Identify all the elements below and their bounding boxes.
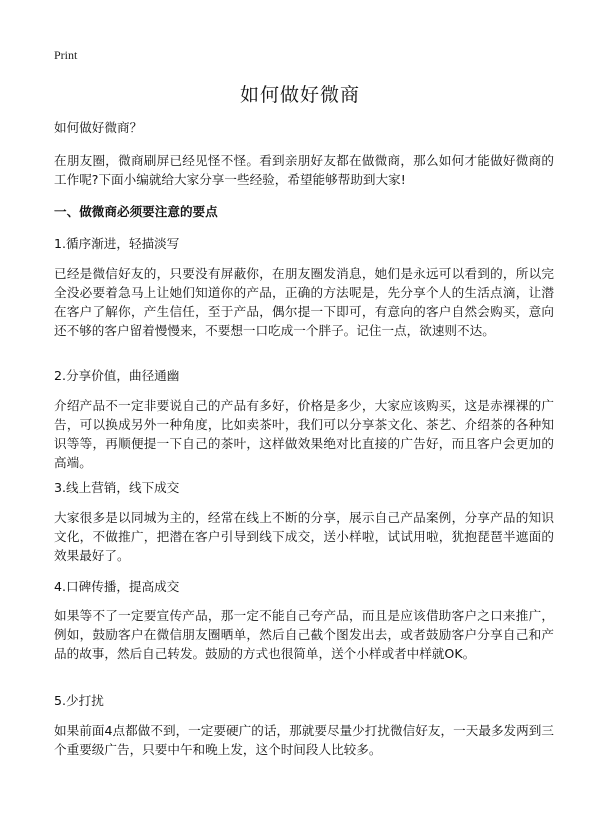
intro-paragraph: 在朋友圈，微商刷屏已经见怪不怪。看到亲朋好友都在做微商，那么如何才能做好微商的工作呢?下面小编就给大家分享一些经验，希望能够帮助到大家! xyxy=(54,153,554,187)
point-1-heading: 1.循序渐进，轻描淡写 xyxy=(54,236,180,251)
print-link[interactable]: Print xyxy=(54,48,78,62)
point-4-body: 如果等不了一定要宣传产品，那一定不能自己夸产品，而且是应该借助客户之口来推广，例如，鼓励客户在微信朋友圈晒单，然后自己截个图发出去，或者鼓励客户分享自己和产品的故事，然后自己转发。鼓励的方式也很简单，送个小样或者中样就OK。 xyxy=(54,608,554,661)
question-line: 如何做好微商？ xyxy=(54,120,143,135)
point-4-heading: 4.口碑传播，提高成交 xyxy=(54,579,180,594)
point-3-body: 大家很多是以同城为主的，经常在线上不断的分享，展示自己产品案例，分享产品的知识文化，不做推广，把潜在客户引导到线下成交，送小样啦，试试用啦，犹抱琵琶半遮面的效果最好了。 xyxy=(54,510,554,563)
section-heading: 一、做微商必须要注意的要点 xyxy=(54,204,218,219)
point-2-heading: 2.分享价值，曲径通幽 xyxy=(54,368,180,383)
point-3-heading: 3.线上营销，线下成交 xyxy=(54,480,180,495)
point-2-body: 介绍产品不一定非要说自己的产品有多好，价格是多少，大家应该购买，这是赤裸裸的广告，可以换成另外一种角度，比如卖茶叶，我们可以分享茶文化、茶艺、介绍茶的各种知识等等，再顺便提一下自己的茶叶，这样做效果绝对比直接的广告好，而且客户会更加的高端。 xyxy=(54,398,554,470)
page-title: 如何做好微商 xyxy=(239,84,360,106)
point-1-body: 已经是微信好友的，只要没有屏蔽你，在朋友圈发消息，她们是永远可以看到的，所以完全没必要着急马上让她们知道你的产品，正确的方法呢是，先分享个人的生活点滴，让潜在客户了解你，产生信任，至于产品，偶尔提一下即可，有意向的客户自然会购买，意向还不够的客户留着慢慢来，不要想一口吃成一个胖子。记住一点，欲速则不达。 xyxy=(54,266,554,338)
point-5-heading: 5.少打扰 xyxy=(54,693,104,708)
point-5-body: 如果前面4点都做不到，一定要硬广的话，那就要尽量少打扰微信好友，一天最多发两到三个重要级广告，只要中午和晚上发，这个时间段人比较多。 xyxy=(54,723,554,757)
